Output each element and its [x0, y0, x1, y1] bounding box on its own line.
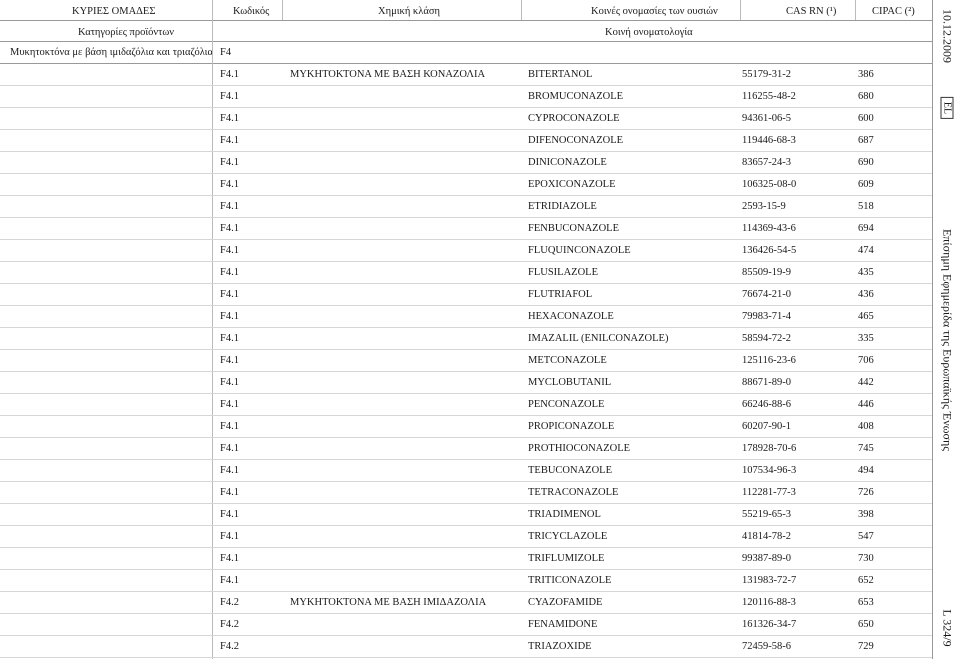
- category-code: F4: [220, 47, 232, 58]
- header-cas: CAS RN (¹): [786, 6, 837, 17]
- row-substance-name: ETRIDIAZOLE: [528, 201, 597, 212]
- row-cipac-number: 745: [858, 443, 874, 454]
- row-code: F4.1: [220, 443, 239, 454]
- substances-table-body: [0, 64, 932, 658]
- row-code: F4.1: [220, 113, 239, 124]
- row-cas-number: 83657-24-3: [742, 157, 791, 168]
- row-code: F4.1: [220, 421, 239, 432]
- row-code: F4.1: [220, 223, 239, 234]
- row-code: F4.1: [220, 179, 239, 190]
- row-code: F4.1: [220, 531, 239, 542]
- row-cas-number: 72459-58-6: [742, 641, 791, 652]
- row-cipac-number: 408: [858, 421, 874, 432]
- header-common-names: Κοινές ονομασίες των ουσιών: [591, 6, 718, 17]
- row-cipac-number: 335: [858, 333, 874, 344]
- row-cipac-number: 494: [858, 465, 874, 476]
- table-row: [0, 64, 932, 86]
- row-code: F4.1: [220, 311, 239, 322]
- row-substance-name: DIFENOCONAZOLE: [528, 135, 624, 146]
- table-row: [0, 372, 932, 394]
- row-cipac-number: 609: [858, 179, 874, 190]
- row-code: F4.1: [220, 355, 239, 366]
- row-cas-number: 112281-77-3: [742, 487, 796, 498]
- page-reference: L 324/9: [940, 609, 955, 647]
- row-cas-number: 66246-88-6: [742, 399, 791, 410]
- row-cas-number: 85509-19-9: [742, 267, 791, 278]
- row-cas-number: 119446-68-3: [742, 135, 796, 146]
- row-chemical-class: ΜΥΚΗΤΟΚΤΟΝΑ ΜΕ ΒΑΣΗ ΙΜΙΔΑΖΟΛΙΑ: [290, 597, 487, 608]
- table-row: [0, 570, 932, 592]
- row-cipac-number: 690: [858, 157, 874, 168]
- row-code: F4.2: [220, 597, 239, 608]
- row-code: F4.1: [220, 267, 239, 278]
- row-code: F4.2: [220, 619, 239, 630]
- row-cas-number: 178928-70-6: [742, 443, 797, 454]
- table-row: [0, 130, 932, 152]
- row-substance-name: METCONAZOLE: [528, 355, 607, 366]
- table-row: [0, 438, 932, 460]
- table-row: [0, 394, 932, 416]
- row-substance-name: BITERTANOL: [528, 69, 593, 80]
- row-cas-number: 41814-78-2: [742, 531, 791, 542]
- header-code: Κωδικός: [233, 6, 270, 17]
- row-cas-number: 60207-90-1: [742, 421, 791, 432]
- table-row: [0, 196, 932, 218]
- language-code: EL: [941, 97, 954, 119]
- row-cipac-number: 465: [858, 311, 874, 322]
- table-row: [0, 504, 932, 526]
- table-row: [0, 284, 932, 306]
- row-code: F4.1: [220, 487, 239, 498]
- row-substance-name: HEXACONAZOLE: [528, 311, 614, 322]
- row-substance-name: CYAZOFAMIDE: [528, 597, 603, 608]
- journal-title: Επίσημη Εφημερίδα της Ευρωπαϊκής Ένωσης: [940, 228, 955, 452]
- row-cipac-number: 435: [858, 267, 874, 278]
- subheader-product-categories: Κατηγορίες προϊόντων: [78, 27, 175, 38]
- row-cas-number: 55219-65-3: [742, 509, 791, 520]
- row-cas-number: 120116-88-3: [742, 597, 796, 608]
- row-substance-name: TRITICONAZOLE: [528, 575, 612, 586]
- row-substance-name: TRIADIMENOL: [528, 509, 601, 520]
- row-code: F4.1: [220, 509, 239, 520]
- row-cas-number: 131983-72-7: [742, 575, 797, 586]
- row-cipac-number: 600: [858, 113, 874, 124]
- row-code: F4.1: [220, 377, 239, 388]
- row-cipac-number: 652: [858, 575, 874, 586]
- row-substance-name: IMAZALIL (ENILCONAZOLE): [528, 333, 669, 344]
- row-cas-number: 55179-31-2: [742, 69, 791, 80]
- row-substance-name: MYCLOBUTANIL: [528, 377, 612, 388]
- row-code: F4.1: [220, 157, 239, 168]
- header-main-groups: ΚΥΡΙΕΣ ΟΜΑΔΕΣ: [72, 6, 156, 17]
- row-cas-number: 106325-08-0: [742, 179, 797, 190]
- row-code: F4.1: [220, 201, 239, 212]
- table-row: [0, 350, 932, 372]
- row-substance-name: FENAMIDONE: [528, 619, 598, 630]
- table-row: [0, 306, 932, 328]
- table-row: [0, 108, 932, 130]
- table-row: [0, 86, 932, 108]
- row-cas-number: 58594-72-2: [742, 333, 791, 344]
- row-chemical-class: ΜΥΚΗΤΟΚΤΟΝΑ ΜΕ ΒΑΣΗ ΚΟΝΑΖΟΛΙΑ: [290, 69, 486, 80]
- row-cipac-number: 687: [858, 135, 874, 146]
- row-cipac-number: 729: [858, 641, 874, 652]
- row-substance-name: PROPICONAZOLE: [528, 421, 615, 432]
- row-cipac-number: 398: [858, 509, 874, 520]
- table-row: [0, 262, 932, 284]
- row-cas-number: 94361-06-5: [742, 113, 791, 124]
- row-substance-name: BROMUCONAZOLE: [528, 91, 624, 102]
- row-code: F4.1: [220, 553, 239, 564]
- row-cas-number: 136426-54-5: [742, 245, 797, 256]
- row-cipac-number: 680: [858, 91, 874, 102]
- row-substance-name: TRIAZOXIDE: [528, 641, 592, 652]
- row-cas-number: 107534-96-3: [742, 465, 797, 476]
- row-cipac-number: 436: [858, 289, 874, 300]
- table-row: [0, 592, 932, 614]
- row-substance-name: TEBUCONAZOLE: [528, 465, 612, 476]
- row-cas-number: 161326-34-7: [742, 619, 797, 630]
- subheader-nomenclature: Κοινή ονοματολογία: [605, 27, 693, 38]
- row-cas-number: 88671-89-0: [742, 377, 791, 388]
- row-code: F4.1: [220, 399, 239, 410]
- row-cipac-number: 650: [858, 619, 874, 630]
- header-cipac: CIPAC (²): [872, 6, 915, 17]
- row-cipac-number: 726: [858, 487, 874, 498]
- table-row: [0, 240, 932, 262]
- row-cipac-number: 474: [858, 245, 874, 256]
- row-substance-name: CYPROCONAZOLE: [528, 113, 620, 124]
- header-chemical-class: Χημική κλάση: [378, 6, 440, 17]
- row-substance-name: PROTHIOCONAZOLE: [528, 443, 631, 454]
- row-cas-number: 114369-43-6: [742, 223, 796, 234]
- table-row: [0, 526, 932, 548]
- publication-date: 10.12.2009: [940, 9, 955, 63]
- table-row: [0, 614, 932, 636]
- row-cipac-number: 386: [858, 69, 874, 80]
- row-cas-number: 79983-71-4: [742, 311, 791, 322]
- row-cipac-number: 706: [858, 355, 874, 366]
- row-code: F4.1: [220, 91, 239, 102]
- table-row: [0, 548, 932, 570]
- row-code: F4.1: [220, 69, 239, 80]
- row-substance-name: FLUTRIAFOL: [528, 289, 593, 300]
- row-cipac-number: 518: [858, 201, 874, 212]
- margin-strip: [932, 0, 960, 659]
- row-code: F4.1: [220, 135, 239, 146]
- row-substance-name: TRIFLUMIZOLE: [528, 553, 605, 564]
- row-code: F4.2: [220, 641, 239, 652]
- table-row: [0, 174, 932, 196]
- row-cipac-number: 547: [858, 531, 874, 542]
- table-row: [0, 218, 932, 240]
- row-substance-name: FENBUCONAZOLE: [528, 223, 619, 234]
- row-substance-name: TRICYCLAZOLE: [528, 531, 608, 542]
- row-code: F4.1: [220, 575, 239, 586]
- row-cas-number: 99387-89-0: [742, 553, 791, 564]
- table-row: [0, 416, 932, 438]
- row-code: F4.1: [220, 245, 239, 256]
- table-row: [0, 152, 932, 174]
- row-substance-name: PENCONAZOLE: [528, 399, 605, 410]
- table-row: [0, 482, 932, 504]
- row-cas-number: 2593-15-9: [742, 201, 786, 212]
- row-code: F4.1: [220, 465, 239, 476]
- row-substance-name: TETRACONAZOLE: [528, 487, 619, 498]
- row-substance-name: FLUQUINCONAZOLE: [528, 245, 631, 256]
- row-cas-number: 76674-21-0: [742, 289, 791, 300]
- category-name: Μυκητοκτόνα με βάση ιμιδαζόλια και τριαζόλια: [10, 47, 214, 58]
- row-cipac-number: 446: [858, 399, 874, 410]
- row-cas-number: 116255-48-2: [742, 91, 796, 102]
- row-cas-number: 125116-23-6: [742, 355, 796, 366]
- row-code: F4.1: [220, 289, 239, 300]
- table-row: [0, 328, 932, 350]
- row-cipac-number: 730: [858, 553, 874, 564]
- row-substance-name: EPOXICONAZOLE: [528, 179, 616, 190]
- row-substance-name: DINICONAZOLE: [528, 157, 607, 168]
- table-row: [0, 636, 932, 658]
- table-row: [0, 460, 932, 482]
- row-code: F4.1: [220, 333, 239, 344]
- row-cipac-number: 653: [858, 597, 874, 608]
- row-substance-name: FLUSILAZOLE: [528, 267, 598, 278]
- row-cipac-number: 442: [858, 377, 874, 388]
- row-cipac-number: 694: [858, 223, 874, 234]
